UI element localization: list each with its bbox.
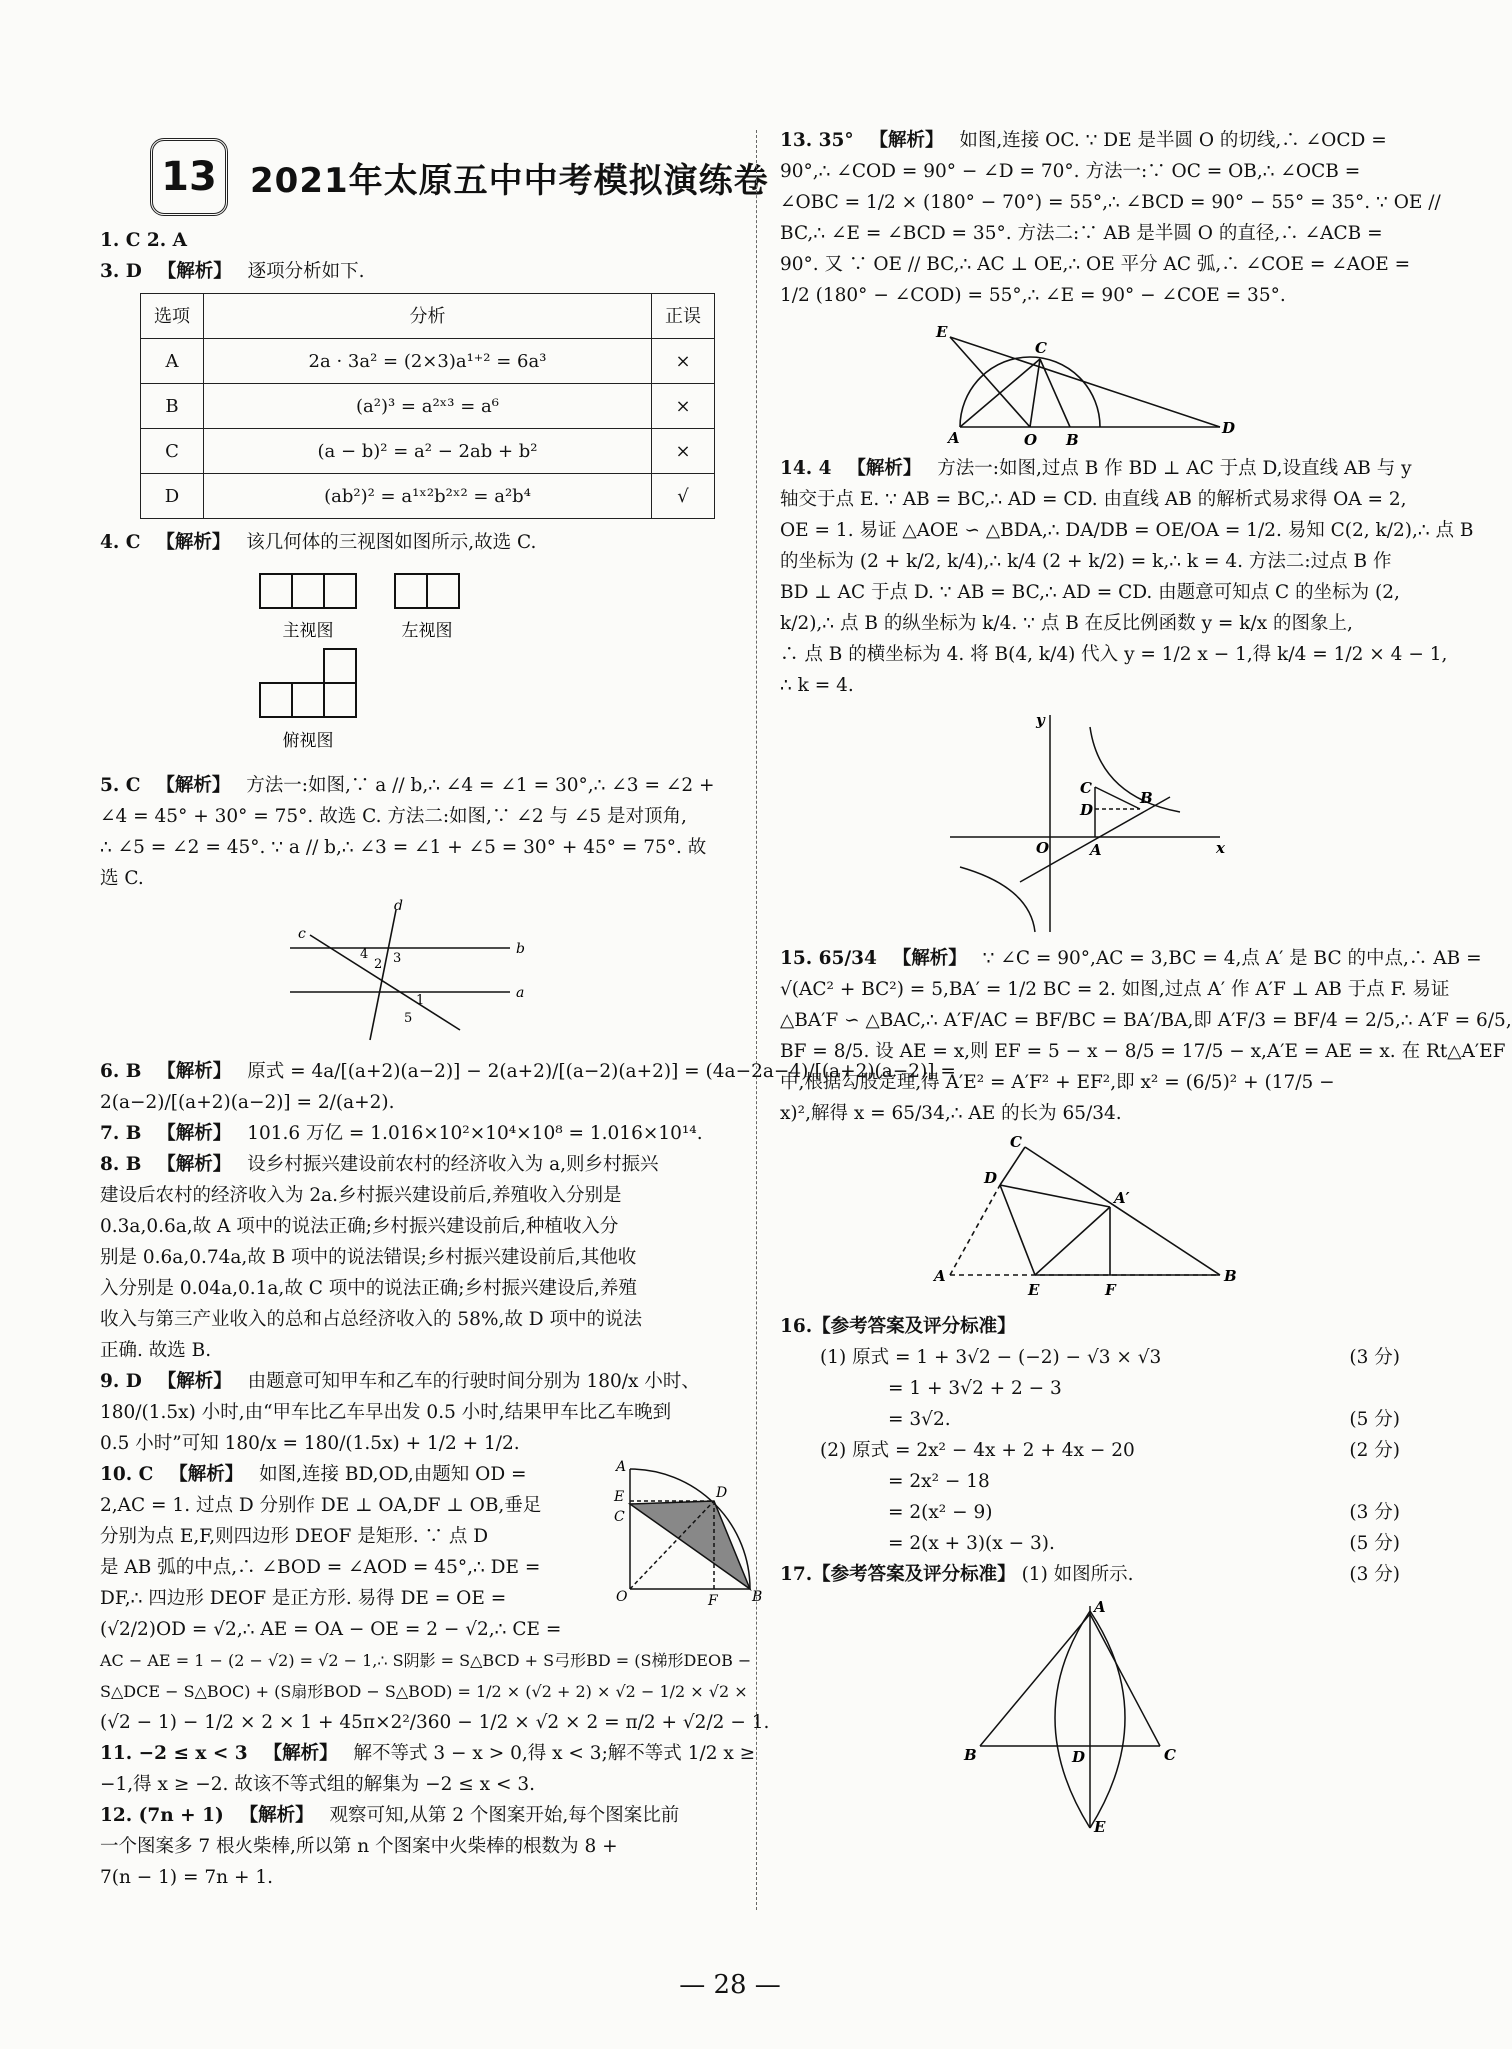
answer-7: 7. B 【解析】 101.6 万亿 = 1.016×10²×10⁴×10⁸ = 1.016×10¹⁴. xyxy=(100,1123,703,1144)
svg-text:C: C xyxy=(1080,779,1092,797)
answer-12: 12. (7n + 1) 【解析】 观察可知,从第 2 个图案开始,每个图案比前 一个图案多 7 根火柴棒,所以第 n 个图案中火柴棒的根数为 8 + 7(n − 1) = 7n + 1. xyxy=(100,1805,680,1888)
table-header: 正误 xyxy=(652,294,715,339)
table-cell: B xyxy=(141,384,204,429)
answer-3 xyxy=(100,256,740,519)
table-header: 分析 xyxy=(204,294,652,339)
svg-text:C: C xyxy=(1164,1746,1176,1764)
svg-text:E: E xyxy=(1094,1818,1106,1836)
svg-text:F: F xyxy=(708,1593,718,1609)
page-title: 2021年太原五中中考模拟演练卷 xyxy=(250,160,769,201)
option-analysis-table xyxy=(140,293,715,519)
svg-text:D: D xyxy=(1080,801,1094,819)
svg-text:C: C xyxy=(614,1509,625,1525)
svg-text:b: b xyxy=(516,941,525,957)
table-row xyxy=(141,384,715,429)
svg-text:x: x xyxy=(1216,839,1225,857)
svg-text:B: B xyxy=(1066,431,1079,449)
svg-text:A: A xyxy=(1094,1598,1106,1616)
svg-text:E: E xyxy=(936,323,948,341)
answer-6: 6. B 【解析】 原式 = 4a/[(a+2)(a−2)] − 2(a+2)/[(a−2)(a+2)] = (4a−2a−4)/[(a+2)(a−2)] = 2(a−2)/[(a+2)(a−2)] = 2/(a+2). xyxy=(100,1061,956,1113)
svg-text:O: O xyxy=(1036,839,1050,857)
left-column xyxy=(100,225,956,1893)
table-row xyxy=(141,474,715,519)
parallel-lines-figure xyxy=(270,900,570,1050)
answer-17: 17.【参考答案及评分标准】 (1) 如图所示. (3 分) A B D C E xyxy=(780,1564,1400,1836)
caption-front-view: 主视图 xyxy=(282,621,334,641)
table-row xyxy=(141,339,715,384)
svg-text:A: A xyxy=(948,429,960,447)
svg-text:y: y xyxy=(1036,711,1045,729)
table-row xyxy=(141,429,715,474)
svg-text:D: D xyxy=(716,1485,728,1501)
q3-text: 逐项分析如下. xyxy=(247,261,365,282)
svg-text:3: 3 xyxy=(393,951,402,966)
answer-11: 11. −2 ≤ x < 3 【解析】 解不等式 3 − x > 0,得 x < 3;解不等式 1/2 x ≥ −1,得 x ≥ −2. 故该不等式组的解集为 −2 ≤ x < 3. xyxy=(100,1743,756,1795)
svg-text:A′: A′ xyxy=(1114,1189,1130,1207)
svg-text:F: F xyxy=(1105,1281,1116,1299)
table-cell: √ xyxy=(652,474,715,519)
three-views-figure xyxy=(220,564,620,764)
table-cell: (a − b)² = a² − 2ab + b² xyxy=(204,429,652,474)
answer-5: 5. C 【解析】 方法一:如图,∵ a // b,∴ ∠4 = ∠1 = 30°,∴ ∠3 = ∠2 + ∠4 = 45° + 30° = 75°. 故选 C. 方法二:如图,∵ ∠2 与 ∠5 是对顶角, ∴ ∠5 = ∠2 = 45°. ∵ a // b,∴ ∠3 = ∠1 + ∠5 = 30° + 45° = 75°. 故 选 C. d c b a 4 2 3 1 5 xyxy=(100,770,740,1050)
svg-text:B: B xyxy=(1224,1267,1237,1285)
answer-13: 13. 35° 【解析】 如图,连接 OC. ∵ DE 是半圆 O 的切线,∴ ∠OCD = 90°,∴ ∠COD = 90° − ∠D = 70°. 方法一:∵ OC = OB,∴ ∠OCB = ∠OBC = 1/2 × (180° − 70°) = 55°,∴ ∠BCD = 90° − 55° = 35°. ∵ OE // BC,∴ ∠E = ∠BCD = 35°. 方法二:∵ AB 是半圆 O 的直径,∴ ∠ACB = 90°. 又 ∵ OE // BC,∴ AC ⊥ OE,∴ OE 平分 AC 弧,∴ ∠COE = ∠AOE = 1/2 (180° − ∠COD) = 55°,∴ ∠E = 90° − ∠COE = 35°. E C A O B D xyxy=(780,130,1441,449)
svg-text:E: E xyxy=(1028,1281,1040,1299)
table-cell: C xyxy=(141,429,204,474)
svg-text:5: 5 xyxy=(404,1011,413,1026)
caption-left-view: 左视图 xyxy=(401,621,453,641)
svg-text:d: d xyxy=(394,898,403,914)
table-cell: (a²)³ = a²ˣ³ = a⁶ xyxy=(204,384,652,429)
table-cell: A xyxy=(141,339,204,384)
svg-text:O: O xyxy=(616,1589,628,1605)
answer-8: 8. B 【解析】 设乡村振兴建设前农村的经济收入为 a,则乡村振兴 建设后农村的经济收入为 2a.乡村振兴建设前后,养殖收入分别是 0.3a,0.6a,故 A 项中的说法正确;乡村振兴建设前后,种植收入分 别是 0.6a,0.74a,故 B 项中的说法错误;乡村振兴建设前后,其他收 入分别是 0.04a,0.1a,故 C 项中的说法正确;乡村振兴建设后,养殖 收入与第三产业收入的总和占总经济收入的 58%,故 D 项中的说法 正确. 故选 B. xyxy=(100,1154,659,1361)
right-triangle-fold-figure xyxy=(930,1135,1250,1305)
answer-16: 16.【参考答案及评分标准】 (1) 原式 = 1 + 3√2 − (−2) − √3 × √3 (3 分) = 1 + 3√2 + 2 − 3 = 3√2. (5 分) (2) 原式 = 2x² − 4x + 2 + 4x − 20 (2 分) = 2x² − 18 = 2(x² − 9) (3 分) = 2(x + 3)(x − 3). (5 分) xyxy=(780,1316,1400,1554)
table-cell: × xyxy=(652,339,715,384)
answer-15: 15. 65/34 【解析】 ∵ ∠C = 90°,AC = 3,BC = 4,点 A′ 是 BC 的中点,∴ AB = √(AC² + BC²) = 5,BA′ = 1/2 BC = 2. 如图,过点 A′ 作 A′F ⊥ AB 于点 F. 易证 △BA′F ∽ △BAC,∴ A′F/AC = BF/BC = BA′/BA,即 A′F/3 = BF/4 = 2/5,∴ A′F = 6/5, BF = 8/5. 设 AE = x,则 EF = 5 − x − 8/5 = 17/5 − x,A′E = AE = x. 在 Rt△A′EF 中,根据勾股定理,得 A′E² = A′F² + EF²,即 x² = (6/5)² + (17/5 − x)²,解得 x = 65/34,∴ AE 的长为 65/34. C D A′ A E F B xyxy=(780,943,1400,1305)
quarter-circle-figure xyxy=(610,1459,763,1609)
table-cell: 2a · 3a² = (2×3)a¹⁺² = 6a³ xyxy=(204,339,652,384)
q3-answer: 3. D xyxy=(100,261,142,282)
svg-text:D: D xyxy=(984,1169,998,1187)
answer-9: 9. D 【解析】 由题意可知甲车和乙车的行驶时间分别为 180/x 小时、 180/(1.5x) 小时,由“甲车比乙车早出发 0.5 小时,结果甲车比乙车晚到 0.5 小时”可知 180/x = 180/(1.5x) + 1/2 + 1/2. xyxy=(100,1371,700,1454)
table-cell: × xyxy=(652,384,715,429)
svg-text:A: A xyxy=(1090,841,1102,859)
svg-text:O: O xyxy=(1024,431,1038,449)
column-divider xyxy=(756,130,757,1910)
svg-text:D: D xyxy=(1072,1748,1086,1766)
right-column xyxy=(780,125,1512,1842)
exam-number-badge: 13 xyxy=(150,138,228,216)
svg-text:B: B xyxy=(752,1589,763,1605)
caption-top-view: 俯视图 xyxy=(282,731,334,751)
svg-text:C: C xyxy=(1035,339,1047,357)
q3-tag: 【解析】 xyxy=(157,261,232,282)
answer-14: 14. 4 【解析】 方法一:如图,过点 B 作 BD ⊥ AC 于点 D,设直线 AB 与 y 轴交于点 E. ∵ AB = BC,∴ AD = CD. 由直线 AB 的解析式易求得 OA = 2, OE = 1. 易证 △AOE ∽ △BDA,∴ DA/DB = OE/OA = 1/2. 易知 C(2, k/2),∴ 点 B 的坐标为 (2 + k/2, k/4),∴ k/4 (2 + k/2) = k,∴ k = 4. 方法二:过点 B 作 BD ⊥ AC 于点 D. ∵ AB = BC,∴ AD = CD. 由题意可知点 C 的坐标为 (2, k/2),∴ 点 B 的纵坐标为 k/4. ∵ 点 B 在反比例函数 y = k/x 的图象上, ∴ 点 B 的横坐标为 4. 将 B(4, k/4) 代入 y = 1/2 x − 1,得 k/4 = 1/2 × 4 − 1, ∴ k = 4. y C D B O A x xyxy=(780,453,1400,937)
answer-1-2: 1. C 2. A xyxy=(100,230,188,251)
coordinate-hyperbola-figure xyxy=(940,707,1240,937)
answer-4: 4. C 【解析】 该几何体的三视图如图所示,故选 C. 主视图 左视图 俯视图 xyxy=(100,527,740,764)
table-cell: × xyxy=(652,429,715,474)
page-header xyxy=(150,138,769,216)
svg-text:a: a xyxy=(516,985,525,1001)
svg-text:C: C xyxy=(1010,1133,1022,1151)
svg-text:c: c xyxy=(298,926,306,942)
svg-text:2: 2 xyxy=(374,957,383,972)
svg-text:B: B xyxy=(1140,789,1153,807)
table-header-row xyxy=(141,294,715,339)
svg-text:A: A xyxy=(934,1267,946,1285)
svg-text:B: B xyxy=(964,1746,977,1764)
svg-text:D: D xyxy=(1222,419,1236,437)
perpendicular-bisector-figure xyxy=(960,1596,1220,1836)
table-header: 选项 xyxy=(141,294,204,339)
svg-text:A: A xyxy=(616,1459,627,1475)
semicircle-tangent-figure xyxy=(930,317,1250,447)
svg-text:1: 1 xyxy=(416,993,425,1008)
svg-text:4: 4 xyxy=(360,947,369,962)
svg-text:E: E xyxy=(614,1489,625,1505)
answer-10: A D C E O F B 10. C 【解析】 如图,连接 BD,OD,由题知 OD = 2,AC = 1. 过点 D 分别作 DE ⊥ OA,DF ⊥ OB,垂足 分别为点 E,F,则四边形 DEOF 是矩形. ∵ 点 D 是 AB 弧的中点,∴ ∠BOD = ∠AOD = 45°,∴ DE = DF,∴ 四边形 DEOF 是正方形. 易得 DE = OE = (√2/2)OD = √2,∴ AE = OA − OE = 2 − √2,∴ CE = AC − AE = 1 − (2 − √2) = √2 − 1,∴ S阴影 = S△BCD + S弓形BD = (S梯形DEOB − S△DCE − S△BOC) + (S扇形BOD − S△BOD) = 1/2 × (√2 + 2) × √2 − 1/2 × √2 × (√2 − 1) − 1/2 × 2 × 1 + 45π×2²/360 − 1/2 × √2 × 2 = π/2 + √2/2 − 1. xyxy=(100,1459,770,1733)
table-cell: (ab²)² = a¹ˣ²b²ˣ² = a²b⁴ xyxy=(204,474,652,519)
page-number: — 28 — xyxy=(679,1970,781,2000)
table-cell: D xyxy=(141,474,204,519)
